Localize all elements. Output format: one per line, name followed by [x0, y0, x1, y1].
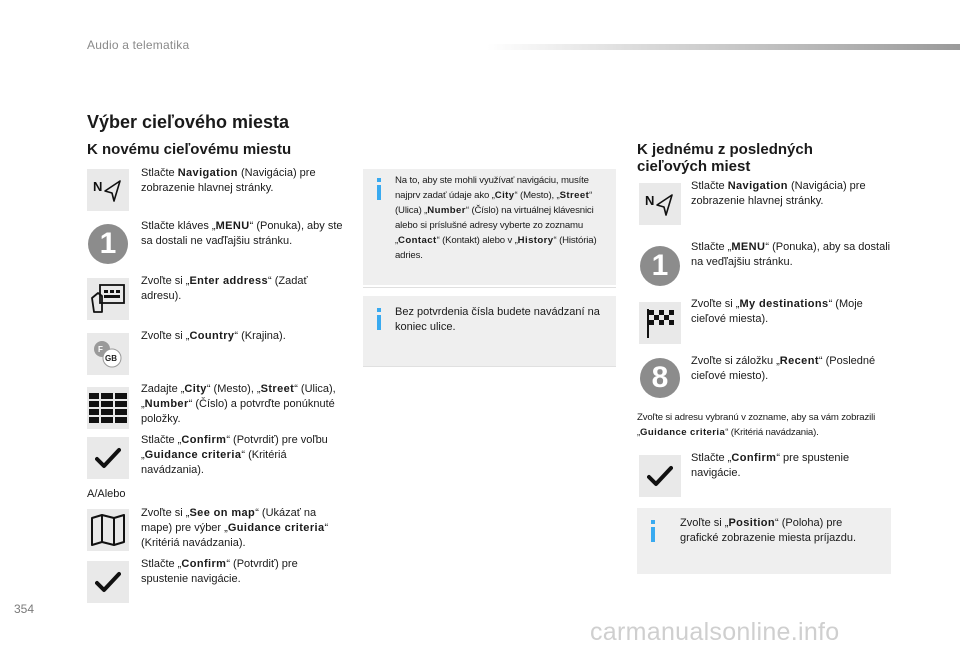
svg-text:GB: GB: [105, 354, 117, 363]
svg-text:N: N: [645, 193, 655, 208]
info2-text: Bez potvrdenia čísla budete navádzaní na koniec ulice.: [395, 306, 600, 333]
keypad-grid-icon: [87, 387, 129, 429]
info-box-street-number: [363, 296, 616, 366]
header-title: Audio a telematika: [87, 38, 190, 52]
page-title: Výber cieľového miesta: [87, 112, 290, 132]
header-rule: [487, 44, 960, 50]
left-step3-text: Zvoľte si „Enter address“ (Zadať adresu).: [141, 275, 308, 302]
middle-divider: [363, 287, 616, 288]
right-step1-text: Stlačte Navigation (Navigácia) pre zobrazenie hlavnej stránky.: [691, 180, 866, 207]
step-number-8-icon: [639, 357, 681, 399]
checkmark-icon-right: [639, 455, 681, 497]
right-section-heading: K jednému z posledných cieľových miest: [637, 141, 813, 175]
info-i-icon-2-stem: [377, 315, 381, 330]
navigation-n-arrow-icon-right: [639, 183, 681, 225]
step-number-circle-8: 8: [640, 358, 680, 398]
step-number-1-icon: [87, 223, 129, 265]
info-i-icon-3: [651, 520, 655, 524]
left-step6-text: Stlačte „Confirm“ (Potvrdiť) pre voľbu „Guidance criteria“ (Kritériá navádzania).: [141, 434, 328, 476]
info-i-icon-stem: [377, 185, 381, 200]
watermark: carmanualsonline.info: [590, 618, 840, 646]
map-fold-icon: [87, 509, 129, 551]
step-number-circle: 1: [88, 224, 128, 264]
info-box-position: [637, 508, 891, 574]
checkered-flag-icon: [639, 302, 681, 344]
right-step5-text: Stlačte „Confirm“ pre spustenie navigácie.: [691, 452, 850, 479]
right-step2-text: Stlačte „MENU“ (Ponuka), aby sa dostali na veďľajšiu stránku.: [691, 241, 891, 268]
keyboard-hand-icon: [87, 278, 129, 320]
or-label: A/Alebo: [87, 488, 126, 500]
right-step3-text: Zvoľte si „My destinations“ (Moje cieľové miesta).: [691, 298, 863, 325]
info-i-icon: [377, 178, 381, 182]
info-i-icon-3-stem: [651, 527, 655, 542]
svg-text:N: N: [93, 179, 103, 194]
page-number: 354: [14, 602, 35, 616]
right-note-text: Zvoľte si adresu vybranú v zozname, aby sa vám zobrazili „Guidance criteria“ (Kritériá navádzania).: [637, 412, 876, 438]
info-i-icon-2: [377, 308, 381, 312]
checkmark-icon-2: [87, 561, 129, 603]
info-box-navigation-data: [363, 169, 616, 285]
country-flag-icon: [87, 333, 129, 375]
left-step7-text: Zvoľte si „See on map“ (Ukázať na mape) pre výber „Guidance criteria“ (Kritériá navádzania).: [141, 507, 329, 549]
navigation-n-arrow-icon: [87, 169, 129, 211]
left-step2-text: Stlačte kláves „MENU“ (Ponuka), aby ste sa dostali ne vaďľajšiu stránku.: [141, 220, 343, 247]
left-step5-text: Zadajte „City“ (Mesto), „Street“ (Ulica), „Number“ (Číslo) a potvrďte ponúknuté položky.: [141, 383, 336, 425]
info1-text: Na to, aby ste mohli využívať navigáciu, musíte najprv zadať údaje ako „City“ (Mesto), „Street“ (Ulica) „Number“ (Číslo) na virtuálnej klávesnici alebo si príslušné adresy vyberte zo zoznamu „Contact“ (Kontakt) alebo v „History“ (História) adries.: [395, 175, 597, 261]
step-number-1-icon-right: [639, 245, 681, 287]
left-step1-text: Stlačte Navigation (Navigácia) pre zobrazenie hlavnej stránky.: [141, 167, 316, 194]
svg-text:F: F: [98, 345, 103, 354]
right-info-text: Zvoľte si „Position“ (Poloha) pre grafické zobrazenie miesta príjazdu.: [680, 517, 857, 544]
left-step4-text: Zvoľte si „Country“ (Krajina).: [141, 330, 286, 342]
right-step4-text: Zvoľte si záložku „Recent“ (Posledné cieľové miesto).: [691, 355, 876, 382]
step-number-circle-right: 1: [640, 246, 680, 286]
checkmark-icon: [87, 437, 129, 479]
middle-divider-2: [363, 366, 616, 367]
left-section-heading: K novému cieľovému miestu: [87, 141, 292, 158]
left-step8-text: Stlačte „Confirm“ (Potvrdiť) pre spustenie navigácie.: [141, 558, 298, 585]
